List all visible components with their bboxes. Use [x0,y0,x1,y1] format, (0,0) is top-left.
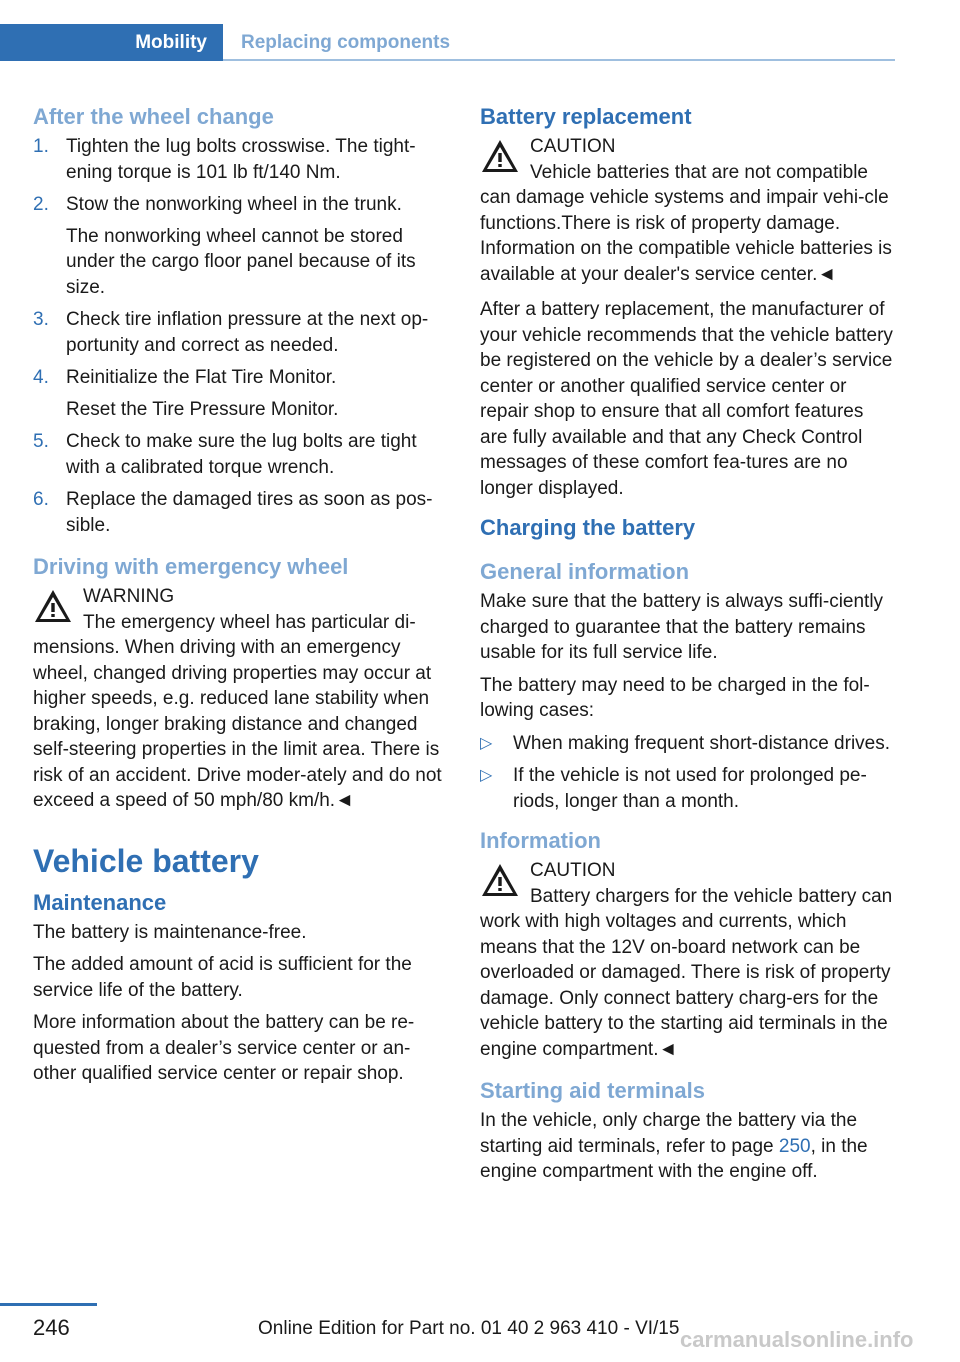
page-number: 246 [33,1315,70,1340]
list-item-text: If the vehicle is not used for prolonged pe‐riods, longer than a month. [513,765,867,812]
charging-cases-list [480,731,896,815]
paragraph: The added amount of acid is sufficient for the service life of the battery. [33,954,412,1001]
page-reference-link[interactable]: 250 [778,1135,811,1157]
notice-title: CAUTION [530,136,616,157]
left-column [33,100,449,1094]
paragraph [480,1108,896,1185]
step-text: Check to make sure the lug bolts are tight with a calibrated torque wrench. [66,431,417,478]
notice-title: CAUTION [530,860,616,881]
page-header [0,24,895,61]
step-text: Check tire inflation pressure at the next op‐portunity and correct as needed. [66,309,429,356]
notice-text: Vehicle batteries that are not compatible can damage vehicle systems and impair vehi‐cle functions.There is risk of property damage. Information on the compatible vehicle batteries is available at your dealer's service center.◄ [480,161,892,285]
terminals-text: In the vehicle, only charge the battery via the starting aid terminals, refer to page [480,1110,858,1157]
notice-text: Battery chargers for the vehicle battery can work with high voltages and currents, which means that the 12V on-board network can be overloaded or damaged. There is risk of property damage. Only connect battery charg‐ers for the vehicle battery to the starting aid terminals in the engine compartment.◄ [480,885,893,1060]
caution-notice [480,134,896,287]
right-column [480,100,896,1192]
step-item [33,487,449,538]
footer-rule [0,1303,97,1306]
step-extra-text: The nonworking wheel cannot be stored under the cargo floor panel because of its size. [66,225,416,298]
step-number: 4. [33,367,49,388]
starting-aid-terminals-heading: Starting aid terminals [480,1078,705,1103]
chapter-tab[interactable]: Mobility [0,24,223,61]
battery-replacement-heading: Battery replacement [480,104,692,129]
step-number: 1. [33,136,49,157]
list-item [480,763,896,814]
information-heading: Information [480,828,601,853]
warning-notice [33,584,449,814]
step-text: Replace the damaged tires as soon as pos‐sible. [66,489,433,536]
after-wheel-change-heading: After the wheel change [33,104,274,129]
step-item [33,134,449,185]
paragraph: Make sure that the battery is always suffi‐ciently charged to guarantee that the battery remains usable for its full service life. [480,591,884,663]
charging-heading: Charging the battery [480,515,696,540]
notice-title: WARNING [83,586,175,607]
step-item [33,307,449,358]
step-item [33,429,449,480]
step-item [33,365,449,422]
paragraph: The battery may need to be charged in the fol‐lowing cases: [480,674,870,721]
paragraph: More information about the battery can be re‐quested from a dealer’s service center or an‐other qualified service center or repair shop. [33,1012,415,1084]
terminals-text-end: , in the engine compartment with the engine off. [480,1135,868,1182]
step-item [33,192,449,300]
step-text: Tighten the lug bolts crosswise. The tight‐ening torque is 101 lb ft/140 Nm. [66,136,416,183]
maintenance-heading: Maintenance [33,889,167,915]
step-number: 5. [33,431,49,452]
after-wheel-change-steps [33,134,449,538]
step-text: Reinitialize the Flat Tire Monitor. [66,367,337,388]
step-number: 2. [33,194,49,215]
triangle-bullet-icon: ▷ [480,734,493,752]
paragraph: After a battery replacement, the manufacturer of your vehicle recommends that the vehicle battery be registered on the vehicle by a dealer’s service center or another qualified service center or repair shop to ensure that all comfort features are fully available and that any Check Control messages of these comfort fea‐tures are no longer displayed. [480,299,893,499]
step-text: Stow the nonworking wheel in the trunk. [66,194,402,215]
edition-text: Online Edition for Part no. 01 40 2 963 410 - VI/15 [258,1318,680,1339]
general-information-heading: General information [480,559,690,584]
watermark: carmanualsonline.info [680,1327,914,1352]
emergency-wheel-heading: Driving with emergency wheel [33,554,349,579]
step-number: 6. [33,489,49,510]
list-item [480,731,896,757]
paragraph: The battery is maintenance-free. [33,921,307,943]
notice-text: The emergency wheel has particular di‐mensions. When driving with an emergency wheel, changed driving properties may occur at higher speeds, e.g. reduced lane stability when braking, longer braking distance and changed self-steering properties in the limit area. There is risk of an accident. Drive moder‐ately and do not exceed a speed of 50 mph/80 km/h.◄ [33,611,442,811]
warning-triangle-icon [480,862,520,898]
list-item-text: When making frequent short-distance drives. [513,732,891,754]
header-rule [223,59,895,61]
section-title[interactable]: Replacing components [241,32,451,53]
caution-notice [480,858,896,1062]
triangle-bullet-icon: ▷ [480,767,493,784]
vehicle-battery-title: Vehicle battery [33,842,259,879]
warning-triangle-icon [480,138,520,174]
warning-triangle-icon [33,588,73,624]
step-extra-text: Reset the Tire Pressure Monitor. [66,398,339,420]
step-number: 3. [33,309,49,330]
